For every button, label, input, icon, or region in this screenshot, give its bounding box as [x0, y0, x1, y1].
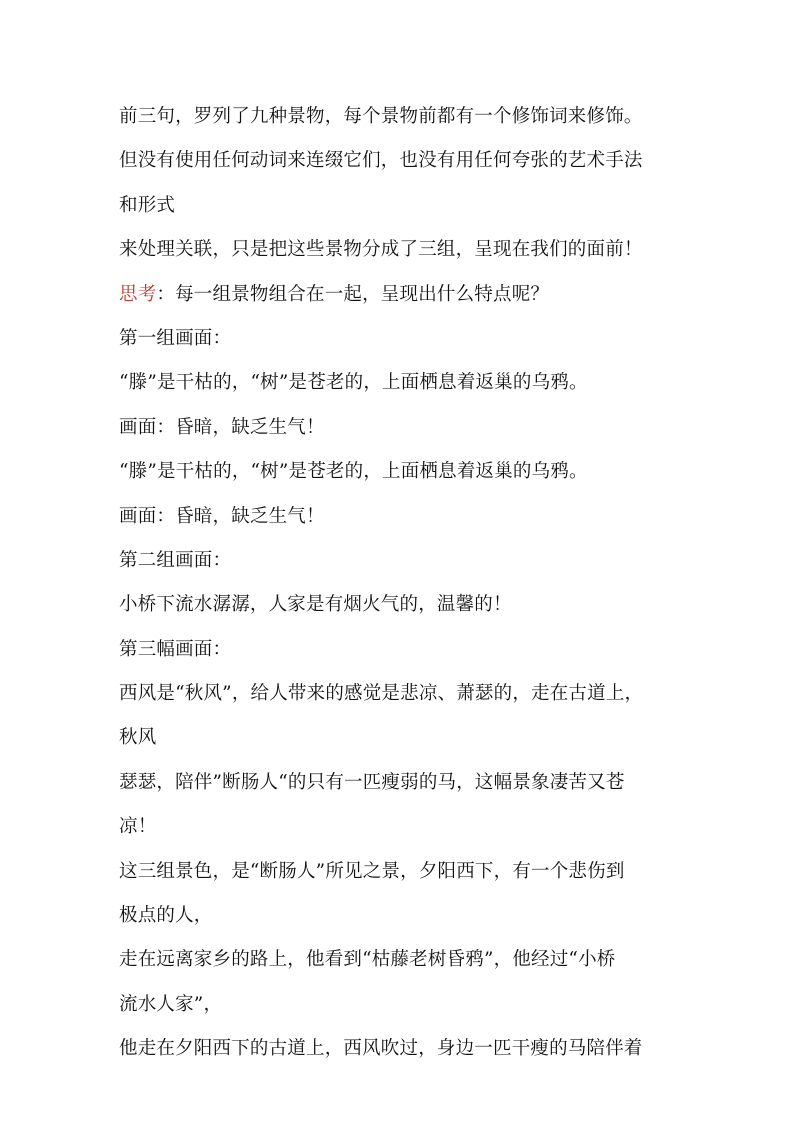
paragraph-line: 秋风 — [119, 727, 157, 749]
question-text: ：每一组景物组合在一起，呈现出什么特点呢？ — [156, 283, 550, 305]
question-line — [119, 280, 679, 310]
think-label: 思考 — [119, 283, 157, 305]
paragraph-line: 来处理关联，只是把这些景物分成了三组，呈现在我们的面前！ — [119, 239, 643, 261]
paragraph-line: 凉！ — [119, 816, 157, 838]
paragraph-line: 和形式 — [119, 194, 176, 216]
section-heading: 第三幅画面： — [119, 638, 232, 660]
paragraph-line: 画面：昏暗，缺乏生气！ — [119, 416, 325, 438]
paragraph-line: 他走在夕阳西下的古道上，西风吹过，身边一匹干瘦的马陪伴着 — [119, 1038, 643, 1060]
paragraph-line: “滕”是干枯的，“树”是苍老的，上面栖息着返巢的乌鸦。 — [119, 372, 588, 394]
paragraph-line: 前三句，罗列了九种景物，每个景物前都有一个修饰词来修饰。 — [119, 106, 643, 127]
section-heading: 第二组画面： — [119, 549, 232, 571]
section-heading: 第一组画面： — [119, 327, 232, 349]
paragraph-line: 瑟瑟，陪伴”断肠人“的只有一匹瘦弱的马，这幅景象凄苦又苍 — [119, 771, 625, 793]
paragraph-line: 走在远离家乡的路上，他看到“枯藤老树昏鸦”，他经过“小桥 — [119, 949, 616, 971]
paragraph-line: 极点的人， — [119, 905, 213, 927]
paragraph-line: 画面：昏暗，缺乏生气！ — [119, 505, 325, 527]
paragraph-line: “滕”是干枯的，“树”是苍老的，上面栖息着返巢的乌鸦。 — [119, 461, 588, 483]
paragraph-line: 流水人家”， — [119, 993, 223, 1015]
paragraph-line: 小桥下流水潺潺，人家是有烟火气的，温馨的！ — [119, 594, 512, 616]
paragraph-line: 西风是“秋风”，给人带来的感觉是悲凉、萧瑟的，走在古道上， — [119, 683, 644, 705]
paragraph-line: 这三组景色，是“断肠人”所见之景，夕阳西下，有一个悲伤到 — [119, 860, 625, 882]
document-body — [119, 102, 679, 1079]
paragraph-line: 但没有使用任何动词来连缀它们，也没有用任何夸张的艺术手法 — [119, 150, 643, 172]
